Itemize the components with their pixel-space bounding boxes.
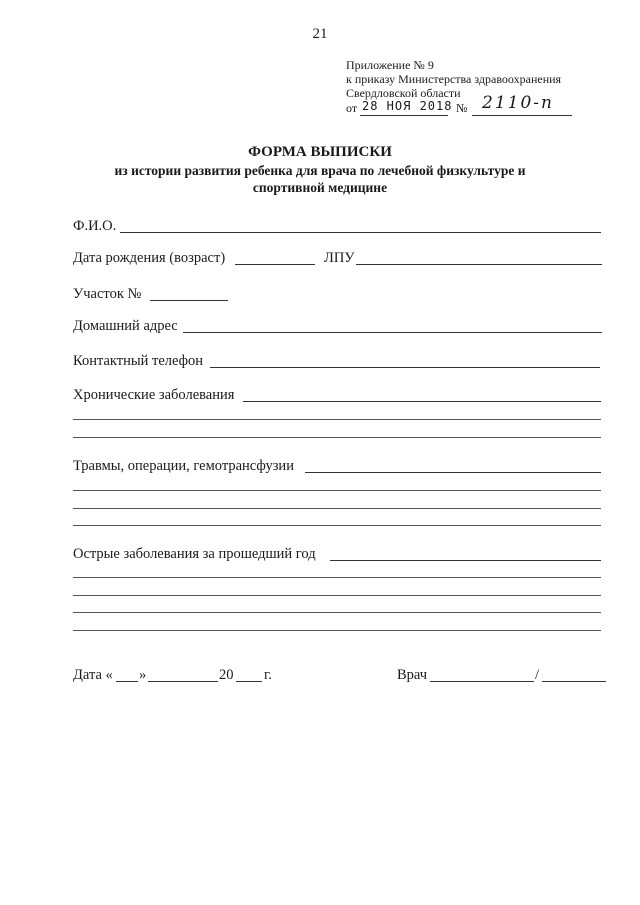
page-number: 21: [312, 26, 328, 42]
birth-field[interactable]: [235, 264, 315, 265]
appendix-line-2: к приказу Министерства здравоохранения: [346, 72, 562, 86]
date-label: Дата «: [73, 667, 113, 683]
year-field[interactable]: [236, 681, 262, 682]
doctor-name-field[interactable]: [542, 681, 606, 682]
appendix-line-3: Свердловской области: [346, 86, 461, 100]
appendix-from-label: от: [346, 101, 358, 115]
district-field[interactable]: [150, 300, 228, 301]
form-title: ФОРМА ВЫПИСКИ: [248, 144, 392, 160]
injuries-line-4[interactable]: [73, 525, 601, 526]
date-underline: [360, 115, 448, 116]
fio-label: Ф.И.О.: [73, 218, 117, 234]
acute-label: Острые заболевания за прошедший год: [73, 546, 316, 562]
injuries-line-3[interactable]: [73, 508, 601, 509]
address-field[interactable]: [183, 332, 602, 333]
date-close-quote: »: [139, 667, 147, 683]
phone-field[interactable]: [210, 367, 600, 368]
acute-field[interactable]: [330, 560, 601, 561]
doctor-label: Врач: [397, 667, 428, 683]
acute-line-3[interactable]: [73, 595, 601, 596]
order-number-handwritten: 2110-п: [482, 93, 554, 113]
doctor-signature-field[interactable]: [430, 681, 534, 682]
year-suffix: г.: [264, 667, 272, 683]
fio-field[interactable]: [120, 232, 601, 233]
acute-line-4[interactable]: [73, 612, 601, 613]
lpu-field[interactable]: [356, 264, 602, 265]
year-prefix: 20: [219, 667, 234, 683]
phone-label: Контактный телефон: [73, 353, 204, 369]
acute-line-5[interactable]: [73, 630, 601, 631]
acute-line-2[interactable]: [73, 577, 601, 578]
birth-label: Дата рождения (возраст): [73, 250, 226, 266]
form-subtitle-2: спортивной медицине: [252, 180, 388, 195]
chronic-label: Хронические заболевания: [73, 387, 235, 403]
day-field[interactable]: [116, 681, 138, 682]
form-subtitle-1: из истории развития ребенка для врача по лечебной физкультуре и: [114, 163, 526, 178]
date-stamp: 28 НОЯ 2018: [362, 99, 453, 113]
chronic-line-3[interactable]: [73, 437, 601, 438]
appendix-number-label: №: [456, 101, 468, 115]
chronic-line-2[interactable]: [73, 419, 601, 420]
injuries-line-2[interactable]: [73, 490, 601, 491]
lpu-label: ЛПУ: [324, 250, 355, 266]
chronic-field[interactable]: [243, 401, 601, 402]
district-label: Участок №: [73, 286, 142, 302]
signature-slash: /: [535, 667, 540, 683]
injuries-field[interactable]: [305, 472, 601, 473]
injuries-label: Травмы, операции, гемотрансфузии: [73, 458, 294, 474]
month-field[interactable]: [148, 681, 218, 682]
address-label: Домашний адрес: [73, 318, 178, 334]
number-underline: [472, 115, 572, 116]
appendix-line-1: Приложение № 9: [346, 58, 434, 72]
